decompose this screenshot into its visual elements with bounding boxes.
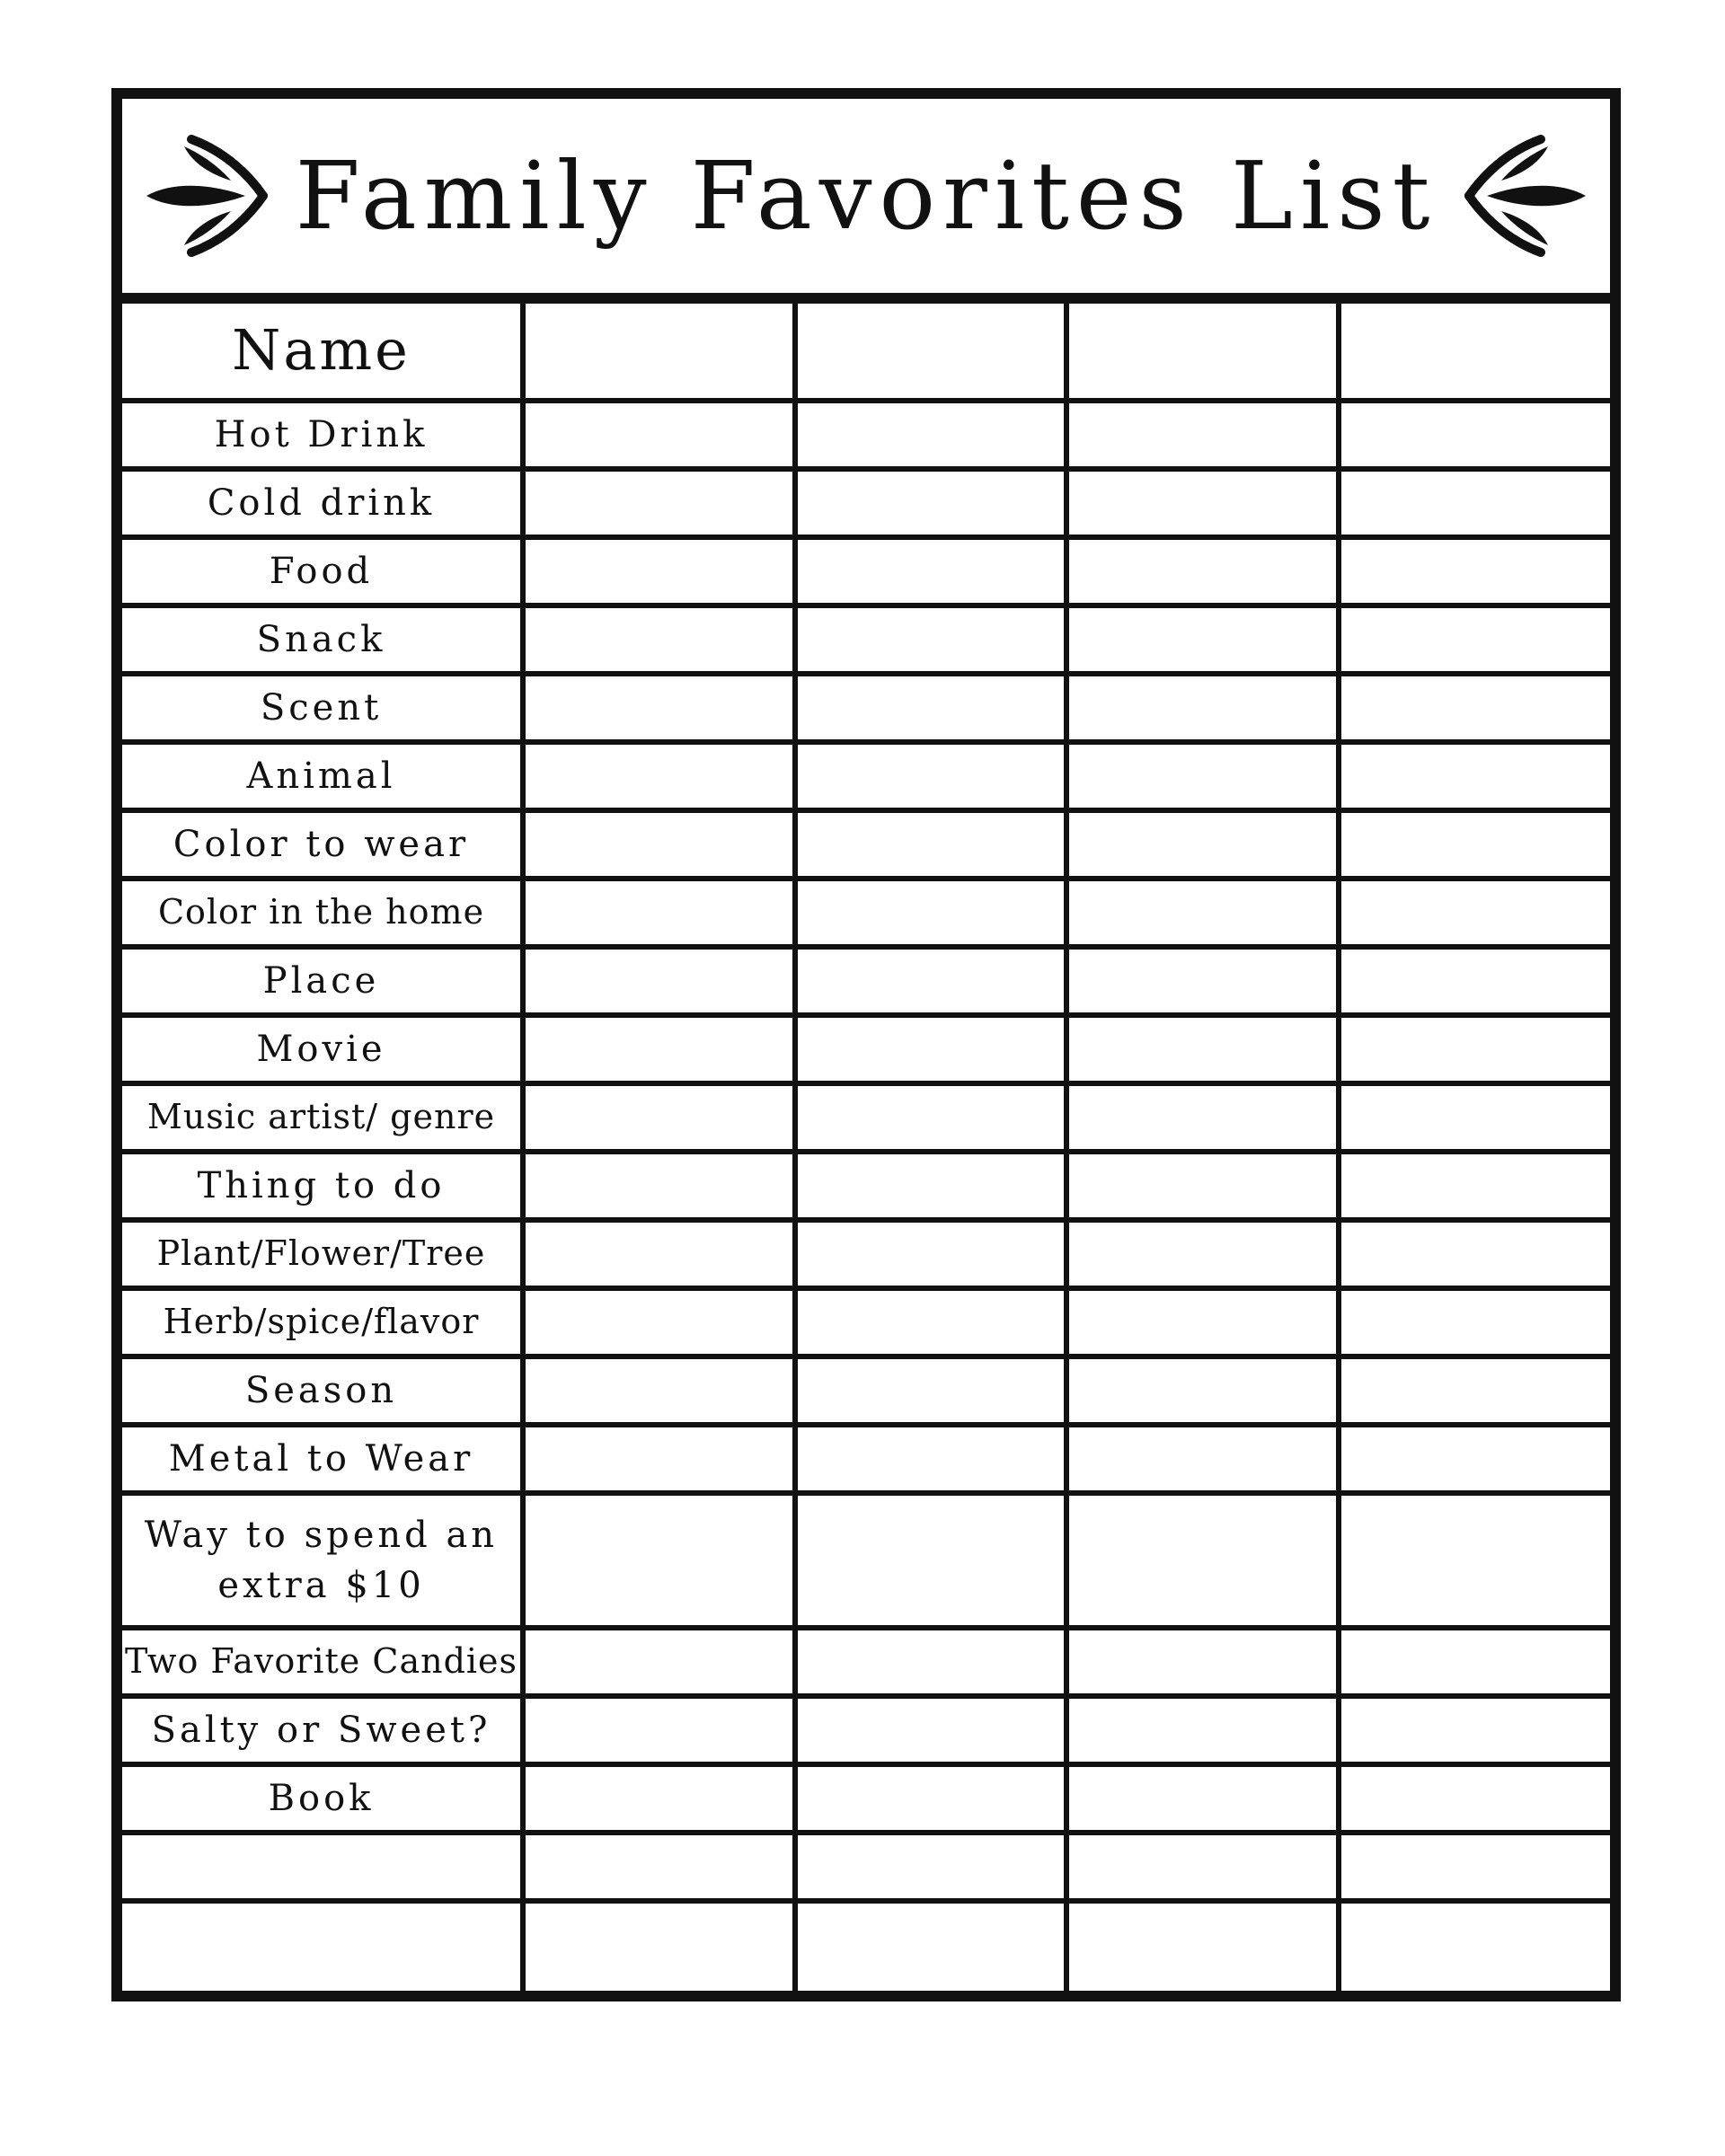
entry-cell[interactable]	[523, 1288, 795, 1356]
row-label: Way to spend an extra $10	[122, 1493, 523, 1628]
entry-cell[interactable]	[523, 605, 795, 674]
table-row	[122, 1152, 1610, 1220]
entry-cell[interactable]	[1066, 605, 1339, 674]
name-label: Name	[122, 304, 523, 401]
entry-cell[interactable]	[1066, 1083, 1339, 1152]
name-cell[interactable]	[1066, 304, 1339, 401]
entry-cell[interactable]	[1339, 401, 1611, 469]
row-label: Color to wear	[122, 810, 523, 879]
row-label: Place	[122, 947, 523, 1015]
entry-cell[interactable]	[1339, 1425, 1611, 1493]
table-row	[122, 1015, 1610, 1083]
table-row	[122, 810, 1610, 879]
entry-cell[interactable]	[795, 742, 1067, 810]
entry-cell[interactable]	[795, 1628, 1067, 1696]
row-label: Herb/spice/flavor	[122, 1288, 523, 1356]
row-label: Season	[122, 1356, 523, 1425]
entry-cell[interactable]	[523, 1901, 795, 1991]
entry-cell[interactable]	[1339, 1901, 1611, 1991]
entry-cell[interactable]	[1339, 1083, 1611, 1152]
entry-cell[interactable]	[1066, 469, 1339, 537]
entry-cell[interactable]	[1066, 1356, 1339, 1425]
favorites-table	[122, 304, 1610, 1991]
entry-cell[interactable]	[795, 1015, 1067, 1083]
entry-cell[interactable]	[1339, 1764, 1611, 1833]
table-row	[122, 1696, 1610, 1764]
entry-cell[interactable]	[1066, 947, 1339, 1015]
row-label: Music artist/ genre	[122, 1083, 523, 1152]
entry-cell[interactable]	[795, 537, 1067, 605]
table-row	[122, 742, 1610, 810]
entry-cell[interactable]	[795, 674, 1067, 742]
entry-cell[interactable]	[795, 605, 1067, 674]
entry-cell[interactable]	[523, 1425, 795, 1493]
name-cell[interactable]	[795, 304, 1067, 401]
entry-cell[interactable]	[523, 1493, 795, 1628]
entry-cell[interactable]	[795, 1764, 1067, 1833]
entry-cell[interactable]	[1066, 1833, 1339, 1901]
entry-cell[interactable]	[1066, 674, 1339, 742]
row-label: Snack	[122, 605, 523, 674]
table-row	[122, 1288, 1610, 1356]
entry-cell[interactable]	[795, 879, 1067, 947]
entry-cell[interactable]	[1339, 1833, 1611, 1901]
entry-cell[interactable]	[523, 1833, 795, 1901]
row-label: Movie	[122, 1015, 523, 1083]
entry-cell[interactable]	[1339, 1628, 1611, 1696]
entry-cell[interactable]	[1066, 537, 1339, 605]
row-label: Hot Drink	[122, 401, 523, 469]
row-label: Plant/Flower/Tree	[122, 1220, 523, 1288]
entry-cell[interactable]	[795, 1696, 1067, 1764]
table-row	[122, 1764, 1610, 1833]
entry-cell[interactable]	[523, 1015, 795, 1083]
entry-cell[interactable]	[523, 674, 795, 742]
entry-cell[interactable]	[1066, 1425, 1339, 1493]
entry-cell[interactable]	[795, 1356, 1067, 1425]
row-label: Two Favorite Candies	[122, 1628, 523, 1696]
entry-cell[interactable]	[1339, 810, 1611, 879]
entry-cell[interactable]	[523, 1696, 795, 1764]
entry-cell[interactable]	[1066, 1696, 1339, 1764]
entry-cell[interactable]	[795, 1220, 1067, 1288]
entry-cell[interactable]	[523, 469, 795, 537]
table-row	[122, 1356, 1610, 1425]
entry-cell[interactable]	[523, 742, 795, 810]
table-row	[122, 1901, 1610, 1991]
entry-cell[interactable]	[1339, 879, 1611, 947]
entry-cell[interactable]	[1066, 1764, 1339, 1833]
entry-cell[interactable]	[1339, 1152, 1611, 1220]
title-band	[122, 99, 1610, 304]
table-row	[122, 1083, 1610, 1152]
entry-cell[interactable]	[1066, 1493, 1339, 1628]
entry-cell[interactable]	[523, 1152, 795, 1220]
entry-cell[interactable]	[1066, 1220, 1339, 1288]
entry-cell[interactable]	[523, 1628, 795, 1696]
row-label: Book	[122, 1764, 523, 1833]
row-label: Animal	[122, 742, 523, 810]
table-row	[122, 674, 1610, 742]
entry-cell[interactable]	[795, 1083, 1067, 1152]
table-row	[122, 947, 1610, 1015]
entry-cell[interactable]	[1339, 1220, 1611, 1288]
table-row	[122, 1425, 1610, 1493]
name-cell[interactable]	[1339, 304, 1611, 401]
entry-cell[interactable]	[795, 469, 1067, 537]
entry-cell[interactable]	[1066, 1152, 1339, 1220]
row-label: Color in the home	[122, 879, 523, 947]
row-label[interactable]	[122, 1901, 523, 1991]
table-row	[122, 1220, 1610, 1288]
entry-cell[interactable]	[1339, 947, 1611, 1015]
row-label: Scent	[122, 674, 523, 742]
entry-cell[interactable]	[795, 1425, 1067, 1493]
favorites-grid	[122, 304, 1610, 1991]
entry-cell[interactable]	[795, 1288, 1067, 1356]
entry-cell[interactable]	[1066, 401, 1339, 469]
entry-cell[interactable]	[1339, 674, 1611, 742]
entry-cell[interactable]	[523, 810, 795, 879]
flourish-right-icon	[1460, 128, 1595, 263]
entry-cell[interactable]	[523, 1083, 795, 1152]
entry-cell[interactable]	[523, 1356, 795, 1425]
table-row	[122, 1628, 1610, 1696]
table-row	[122, 1833, 1610, 1901]
entry-cell[interactable]	[795, 1493, 1067, 1628]
entry-cell[interactable]	[1339, 1493, 1611, 1628]
entry-cell[interactable]	[1066, 1288, 1339, 1356]
entry-cell[interactable]	[1339, 1696, 1611, 1764]
favorites-sheet	[111, 88, 1621, 2001]
entry-cell[interactable]	[795, 1833, 1067, 1901]
entry-cell[interactable]	[1066, 1628, 1339, 1696]
row-label: Food	[122, 537, 523, 605]
table-row	[122, 537, 1610, 605]
entry-cell[interactable]	[1339, 537, 1611, 605]
entry-cell[interactable]	[523, 947, 795, 1015]
entry-cell[interactable]	[523, 537, 795, 605]
entry-cell[interactable]	[1339, 1288, 1611, 1356]
row-label: Metal to Wear	[122, 1425, 523, 1493]
row-label: Thing to do	[122, 1152, 523, 1220]
entry-cell[interactable]	[1066, 810, 1339, 879]
table-row	[122, 401, 1610, 469]
table-row	[122, 605, 1610, 674]
entry-cell[interactable]	[523, 1764, 795, 1833]
entry-cell[interactable]	[795, 947, 1067, 1015]
page-title: Family Favorites List	[295, 141, 1438, 251]
entry-cell[interactable]	[1339, 469, 1611, 537]
entry-cell[interactable]	[523, 1220, 795, 1288]
entry-cell[interactable]	[795, 1901, 1067, 1991]
table-row	[122, 879, 1610, 947]
entry-cell[interactable]	[1066, 1015, 1339, 1083]
row-label: Cold drink	[122, 469, 523, 537]
entry-cell[interactable]	[523, 879, 795, 947]
entry-cell[interactable]	[1339, 1015, 1611, 1083]
entry-cell[interactable]	[1339, 742, 1611, 810]
entry-cell[interactable]	[1066, 742, 1339, 810]
name-row	[122, 304, 1610, 401]
flourish-left-icon	[137, 128, 272, 263]
row-label: Salty or Sweet?	[122, 1696, 523, 1764]
row-label[interactable]	[122, 1833, 523, 1901]
entry-cell[interactable]	[523, 401, 795, 469]
table-row	[122, 469, 1610, 537]
entry-cell[interactable]	[1339, 605, 1611, 674]
entry-cell[interactable]	[795, 401, 1067, 469]
entry-cell[interactable]	[795, 810, 1067, 879]
name-cell[interactable]	[523, 304, 795, 401]
entry-cell[interactable]	[1066, 879, 1339, 947]
entry-cell[interactable]	[795, 1152, 1067, 1220]
entry-cell[interactable]	[1066, 1901, 1339, 1991]
entry-cell[interactable]	[1339, 1356, 1611, 1425]
table-row	[122, 1493, 1610, 1628]
